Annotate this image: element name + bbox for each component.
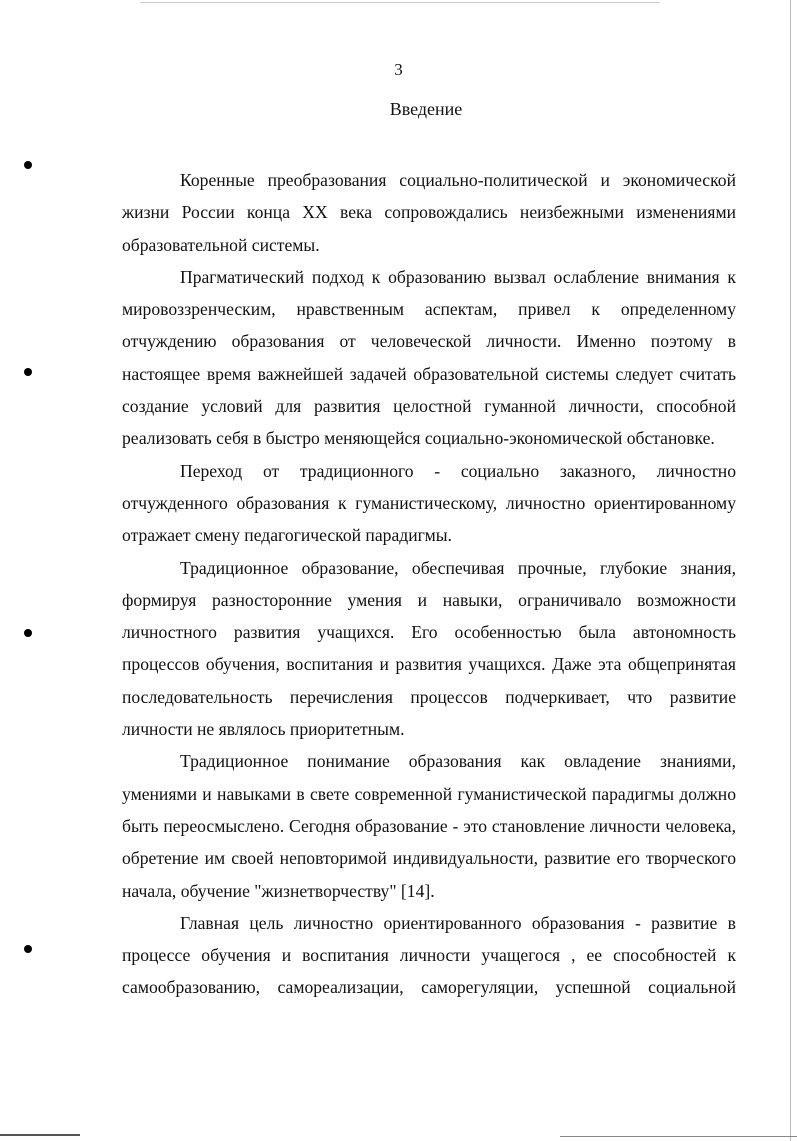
paragraph-2: Прагматический подход к образованию вызвал ослабление внимания к мировоззренческим, нравственным аспектам, привел к определенному отчуждению образования от человеческой личности. Именно поэтому в настоящее время важнейшей задачей образовательной системы следует считать создание условий для развития целостной гуманной личности, способной реализовать себя в быстро меняющейся социально-экономической обстановке. [122,266,736,449]
section-heading: Введение [389,99,463,119]
document-body [122,164,736,1004]
scan-edge-top [140,2,660,3]
binder-mark [24,945,32,953]
paragraph-4: Традиционное образование, обеспечивая прочные, глубокие знания, формируя разносторонние умения и навыки, ограничивало возможности личностного развития учащихся. Его особенностью была автономность процессов обучения, воспитания и развития учащихся. Даже эта общепринятая последовательность перечисления процессов подчеркивает, что развитие личности не являлось приоритетным. [122,557,736,740]
paragraph-5: Традиционное понимание образования как овладение знаниями, умениями и навыками в свете современной гуманистической парадигмы должно быть переосмыслено. Сегодня образование - это становление личности человека, обретение им своей неповторимой индивидуальности, развитие его творческого начала, обучение "жизнетворчеству" [14]. [122,751,736,901]
scan-edge-bottom-left [0,1134,80,1136]
page-number: 3 [394,60,403,79]
scan-edge-right [790,0,791,1141]
paragraph-3: Переход от традиционного - социально заказного, личностно отчужденного образования к гуманистическому, личностно ориентированному отражает смену педагогической парадигмы. [122,460,736,546]
binder-mark [24,629,32,637]
paragraph-1: Коренные преобразования социально-политической и экономической жизни России конца ХХ века сопровождались неизбежными изменениями образовательной системы. [122,170,736,255]
scan-edge-bottom-right [560,1136,797,1137]
binder-mark [24,161,32,169]
paragraph-6: Главная цель личностно ориентированного образования - развитие в процессе обучения и воспитания личности учащегося , ее способностей к самообразованию, самореализации, саморегуляции, успешной социальной [122,912,736,998]
binder-mark [24,368,32,376]
